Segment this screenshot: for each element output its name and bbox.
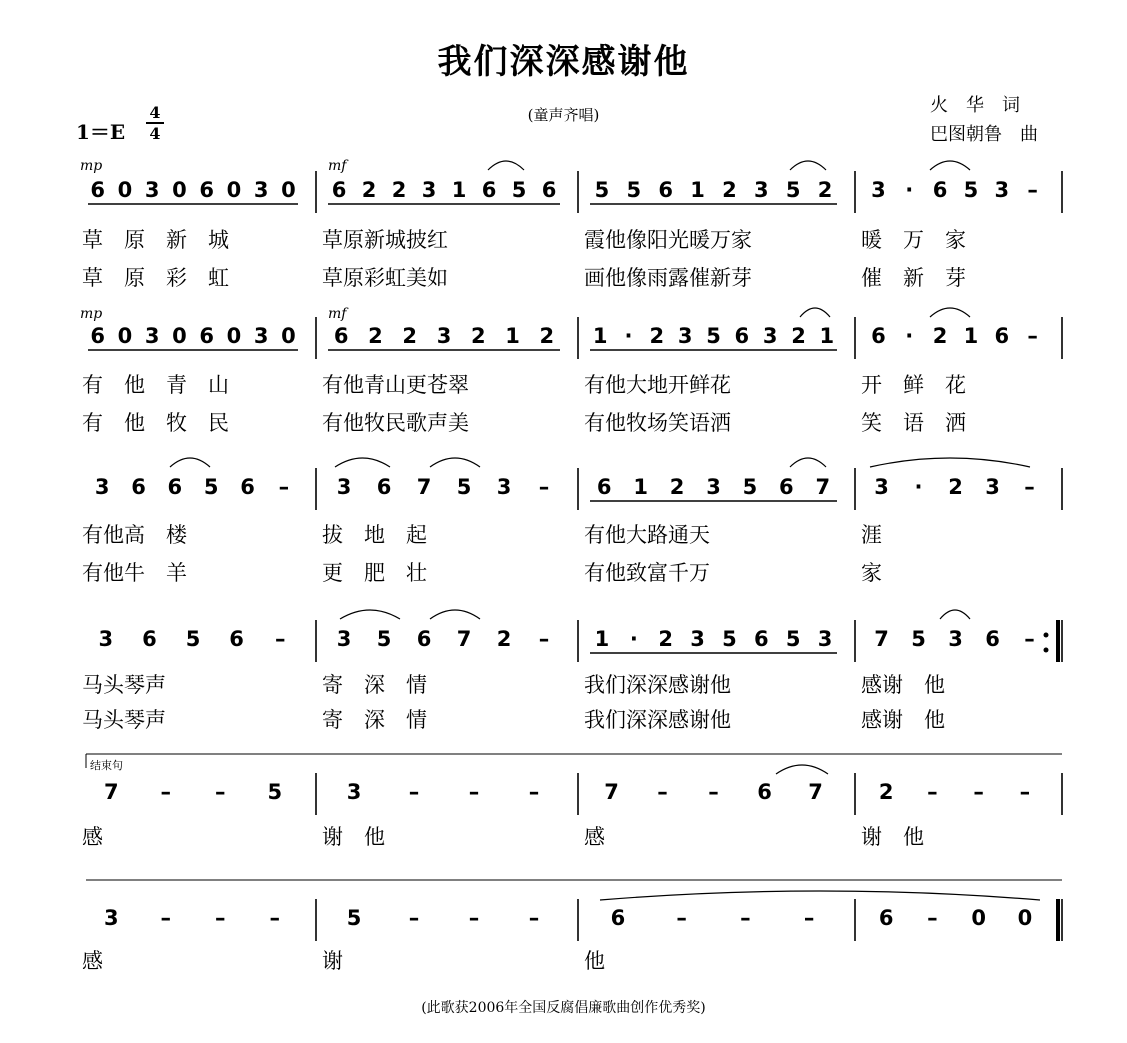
note: 6 bbox=[167, 475, 183, 499]
slur bbox=[776, 765, 828, 774]
lyric-line-1: 涯 bbox=[861, 523, 882, 547]
time-signature-bottom: 4 bbox=[149, 124, 161, 143]
slur bbox=[940, 610, 970, 619]
note: – bbox=[973, 780, 984, 804]
note: 6 bbox=[985, 627, 1000, 651]
note: 6 bbox=[757, 780, 772, 804]
note: · bbox=[914, 475, 923, 499]
note: – bbox=[927, 906, 938, 930]
note: 0 bbox=[281, 178, 296, 202]
lyric-line-2: 催 新 芽 bbox=[861, 266, 966, 290]
dynamic-mf: mf bbox=[328, 158, 347, 174]
award-footnote: (此歌获2006年全国反腐倡廉歌曲创作优秀奖) bbox=[421, 1000, 706, 1016]
note: 3 bbox=[994, 178, 1010, 202]
note: 6 bbox=[610, 906, 626, 930]
dynamic-mp: mp bbox=[80, 306, 103, 322]
note: 7 bbox=[604, 780, 619, 804]
note: 6 bbox=[871, 324, 886, 348]
lyric-line-1: 谢 bbox=[322, 949, 343, 973]
note: · bbox=[624, 324, 633, 348]
lyric-line-1: 草 原 新 城 bbox=[82, 228, 229, 252]
note: 3 bbox=[436, 324, 452, 348]
lyric-line-2: 马头琴声 bbox=[82, 708, 166, 732]
note: 6 bbox=[131, 475, 146, 499]
lyric-line-1: 感 bbox=[82, 825, 103, 849]
note: · bbox=[905, 178, 914, 202]
note: 2 bbox=[539, 324, 555, 348]
note: 3 bbox=[253, 178, 269, 202]
lyric-line-1: 马头琴声 bbox=[82, 673, 166, 697]
note: · bbox=[905, 324, 914, 348]
note: 2 bbox=[368, 324, 383, 348]
note: 1 bbox=[963, 324, 979, 348]
note: 6 bbox=[994, 324, 1010, 348]
note: 2 bbox=[948, 475, 963, 499]
note: 5 bbox=[203, 475, 219, 499]
note: – bbox=[269, 906, 280, 930]
note: 3 bbox=[496, 475, 512, 499]
note: 5 bbox=[346, 906, 362, 930]
note: – bbox=[528, 906, 540, 930]
note: 3 bbox=[754, 178, 769, 202]
slur bbox=[335, 458, 390, 467]
slur bbox=[170, 458, 210, 467]
note: – bbox=[408, 906, 420, 930]
slur bbox=[430, 458, 480, 467]
note: 0 bbox=[971, 906, 986, 930]
note: 6 bbox=[416, 627, 432, 651]
lyricist-credit: 火 华 词 bbox=[930, 95, 1020, 116]
note: 6 bbox=[878, 906, 894, 930]
note: 3 bbox=[336, 627, 352, 651]
note: 3 bbox=[871, 178, 886, 202]
slur bbox=[800, 308, 830, 317]
note: 6 bbox=[331, 178, 347, 202]
note: – bbox=[803, 906, 815, 930]
note: 5 bbox=[626, 178, 642, 202]
lyric-line-1: 有他高 楼 bbox=[82, 523, 187, 547]
note: – bbox=[215, 780, 226, 804]
lyric-line-1: 感 bbox=[82, 949, 103, 973]
note: – bbox=[927, 780, 938, 804]
lyric-line-2: 笑 语 洒 bbox=[861, 411, 966, 435]
lyric-line-2: 草原彩虹美如 bbox=[322, 266, 448, 290]
slur bbox=[790, 161, 826, 170]
note: 0 bbox=[281, 324, 296, 348]
ending-phrase-label: 结束句 bbox=[90, 759, 123, 772]
note: · bbox=[629, 627, 638, 651]
note: 2 bbox=[932, 324, 948, 348]
slur bbox=[930, 161, 970, 170]
lyric-line-2: 有他致富千万 bbox=[584, 561, 710, 585]
note: 3 bbox=[690, 627, 705, 651]
note: 6 bbox=[541, 178, 557, 202]
note: – bbox=[274, 627, 286, 651]
note: 1 bbox=[633, 475, 648, 499]
note: 7 bbox=[416, 475, 432, 499]
lyric-line-2: 更 肥 壮 bbox=[322, 561, 427, 585]
note: 3 bbox=[103, 906, 119, 930]
note: 6 bbox=[658, 178, 673, 202]
slur bbox=[430, 610, 480, 619]
note: 6 bbox=[90, 178, 105, 202]
note: – bbox=[538, 627, 550, 651]
note: 5 bbox=[722, 627, 737, 651]
slur bbox=[340, 610, 400, 619]
note: 3 bbox=[253, 324, 269, 348]
lyric-line-2: 有他牛 羊 bbox=[82, 561, 187, 585]
key-signature: 1＝E bbox=[76, 120, 126, 144]
note: 6 bbox=[199, 324, 214, 348]
note: – bbox=[708, 780, 719, 804]
note: 6 bbox=[376, 475, 392, 499]
lyric-line-2: 草 原 彩 虹 bbox=[82, 266, 229, 290]
note: 0 bbox=[172, 178, 187, 202]
lyric-line-2: 我们深深感谢他 bbox=[584, 708, 731, 732]
lyric-line-1: 他 bbox=[584, 949, 605, 973]
note: 1 bbox=[690, 178, 705, 202]
lyric-line-2: 有 他 牧 民 bbox=[82, 411, 229, 435]
note: 2 bbox=[669, 475, 685, 499]
note: 5 bbox=[267, 780, 283, 804]
note: 2 bbox=[470, 324, 486, 348]
note: 2 bbox=[817, 178, 833, 202]
lyric-line-1: 有他青山更苍翠 bbox=[322, 373, 469, 397]
note: 2 bbox=[361, 178, 377, 202]
note: – bbox=[468, 906, 480, 930]
note: 3 bbox=[874, 475, 889, 499]
time-signature-top: 4 bbox=[149, 103, 161, 122]
note: 5 bbox=[785, 627, 801, 651]
note: 3 bbox=[144, 178, 160, 202]
lyric-line-2: 画他像雨露催新芽 bbox=[584, 266, 752, 290]
note: 3 bbox=[346, 780, 362, 804]
note: – bbox=[1019, 780, 1031, 804]
note: 6 bbox=[779, 475, 794, 499]
note: 0 bbox=[117, 324, 133, 348]
note: 7 bbox=[456, 627, 472, 651]
note: 5 bbox=[456, 475, 472, 499]
note: 0 bbox=[1017, 906, 1033, 930]
note: 3 bbox=[762, 324, 778, 348]
song-title: 我们深深感谢他 bbox=[437, 42, 690, 82]
note: 1 bbox=[592, 324, 608, 348]
note: 6 bbox=[932, 178, 948, 202]
note: 3 bbox=[421, 178, 437, 202]
note: 5 bbox=[911, 627, 926, 651]
note: – bbox=[1027, 324, 1038, 348]
note: 1 bbox=[451, 178, 467, 202]
note: 3 bbox=[817, 627, 833, 651]
note: 0 bbox=[172, 324, 187, 348]
note: 3 bbox=[985, 475, 1000, 499]
note: 2 bbox=[658, 627, 673, 651]
note: – bbox=[676, 906, 687, 930]
note: – bbox=[740, 906, 751, 930]
note: 6 bbox=[596, 475, 612, 499]
lyric-line-1: 开 鲜 花 bbox=[861, 373, 966, 397]
composer-credit: 巴图朝鲁 曲 bbox=[930, 124, 1038, 145]
note: 5 bbox=[742, 475, 758, 499]
slur bbox=[488, 161, 524, 170]
note: 3 bbox=[98, 627, 114, 651]
lyric-line-1: 谢 他 bbox=[861, 825, 924, 849]
note: 5 bbox=[706, 324, 721, 348]
note: 6 bbox=[142, 627, 157, 651]
note: – bbox=[408, 780, 420, 804]
slur bbox=[870, 458, 1030, 467]
note: 6 bbox=[734, 324, 750, 348]
note: – bbox=[657, 780, 668, 804]
lyric-line-1: 拔 地 起 bbox=[322, 523, 427, 547]
note: 2 bbox=[391, 178, 407, 202]
slur bbox=[600, 891, 1040, 900]
note: 2 bbox=[878, 780, 894, 804]
repeat-dot bbox=[1044, 633, 1049, 638]
note: 0 bbox=[117, 178, 133, 202]
dynamic-mf: mf bbox=[328, 306, 347, 322]
note: – bbox=[528, 780, 540, 804]
lyric-line-1: 感 bbox=[584, 825, 605, 849]
slur bbox=[790, 458, 826, 467]
note: 3 bbox=[94, 475, 110, 499]
note: 5 bbox=[594, 178, 610, 202]
lyric-line-2: 有他牧民歌声美 bbox=[322, 411, 469, 435]
note: 2 bbox=[402, 324, 418, 348]
note: 5 bbox=[785, 178, 801, 202]
note: 0 bbox=[226, 178, 242, 202]
note: 3 bbox=[706, 475, 721, 499]
dynamic-mp: mp bbox=[80, 158, 103, 174]
note: 2 bbox=[722, 178, 737, 202]
note: 6 bbox=[333, 324, 349, 348]
repeat-dot bbox=[1044, 648, 1049, 653]
note: 3 bbox=[948, 627, 963, 651]
note: – bbox=[160, 780, 171, 804]
note: 6 bbox=[90, 324, 105, 348]
note: – bbox=[215, 906, 226, 930]
note: 1 bbox=[819, 324, 835, 348]
note: 1 bbox=[594, 627, 610, 651]
note: 5 bbox=[376, 627, 392, 651]
note: – bbox=[160, 906, 171, 930]
note: – bbox=[468, 780, 480, 804]
note: 7 bbox=[103, 780, 119, 804]
note: – bbox=[1027, 178, 1038, 202]
lyric-line-1: 有 他 青 山 bbox=[82, 373, 229, 397]
lyric-line-1: 谢 他 bbox=[322, 825, 385, 849]
note: 6 bbox=[199, 178, 214, 202]
note: 0 bbox=[226, 324, 242, 348]
note: 6 bbox=[229, 627, 244, 651]
note: 3 bbox=[144, 324, 160, 348]
note: – bbox=[1024, 627, 1035, 651]
lyric-line-2: 家 bbox=[861, 561, 882, 585]
note: 5 bbox=[185, 627, 201, 651]
note: 6 bbox=[481, 178, 497, 202]
lyric-line-1: 草原新城披红 bbox=[322, 228, 448, 252]
performance-note: (童声齐唱) bbox=[527, 106, 600, 124]
lyric-line-1: 有他大地开鲜花 bbox=[584, 373, 731, 397]
lyric-line-2: 有他牧场笑语洒 bbox=[584, 411, 731, 435]
lyric-line-1: 暖 万 家 bbox=[861, 228, 966, 252]
lyric-line-2: 寄 深 情 bbox=[322, 708, 427, 732]
lyric-line-1: 寄 深 情 bbox=[322, 673, 427, 697]
note: 6 bbox=[754, 627, 769, 651]
note: 2 bbox=[496, 627, 512, 651]
note: 3 bbox=[677, 324, 693, 348]
note: 5 bbox=[511, 178, 527, 202]
note: – bbox=[538, 475, 550, 499]
note: 7 bbox=[874, 627, 889, 651]
lyric-line-1: 我们深深感谢他 bbox=[584, 673, 731, 697]
note: 2 bbox=[649, 324, 665, 348]
lyric-line-1: 感谢 他 bbox=[861, 673, 945, 697]
note: 5 bbox=[963, 178, 979, 202]
note: 3 bbox=[336, 475, 352, 499]
lyric-line-2: 感谢 他 bbox=[861, 708, 945, 732]
note: 6 bbox=[240, 475, 255, 499]
slur bbox=[930, 308, 970, 317]
note: 2 bbox=[791, 324, 806, 348]
lyric-line-1: 有他大路通天 bbox=[584, 523, 710, 547]
lyric-line-1: 霞他像阳光暖万家 bbox=[584, 228, 752, 252]
note: – bbox=[1024, 475, 1035, 499]
note: 7 bbox=[815, 475, 831, 499]
note: 7 bbox=[808, 780, 823, 804]
note: – bbox=[278, 475, 290, 499]
note: 1 bbox=[505, 324, 520, 348]
